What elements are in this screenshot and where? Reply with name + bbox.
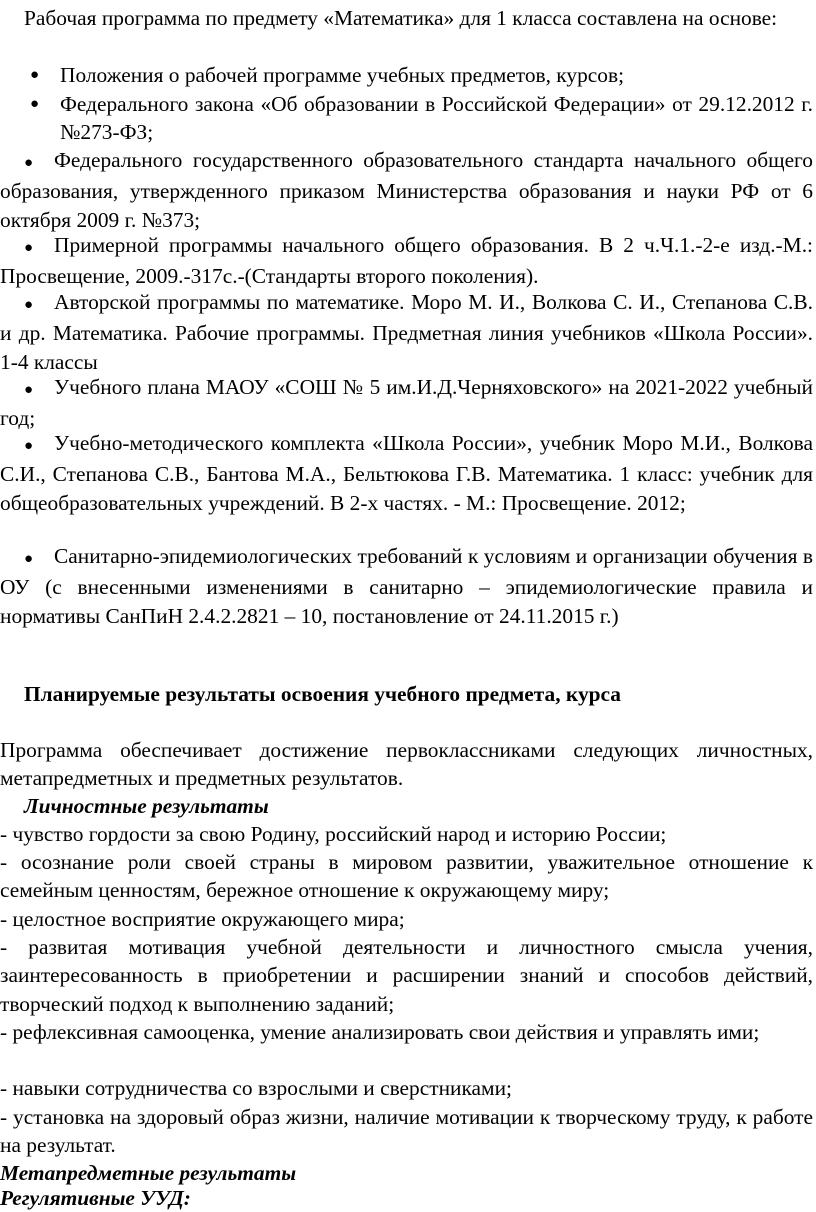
section-heading: Планируемые результаты освоения учебного предмета, курса (24, 682, 621, 706)
personal-item-2: - осознание роли своей страны в мировом развитии, уважительное отношение к семейным ценностям, бережное отношение к окружающему миру; (0, 850, 813, 903)
bullet-item-7: ● Учебно-методического комплекта «Школа России», учебник Моро М.И., Волкова С.И., Степанова С.В., Бантова М.А., Бельтюкова Г.В. Математика. 1 класс: учебник для общеобразовательных учреждений. В 2-х частях. - М.: Просвещение. 2012; (0, 431, 813, 515)
regulative-title: Регулятивные УУД: (0, 1186, 191, 1210)
bullet-item-6: ● Учебного плана МАОУ «СОШ № 5 им.И.Д.Черняховского» на 2021-2022 учебный год; (0, 375, 813, 431)
bullet-item-5: ● Авторской программы по математике. Моро М. И., Волкова С. И., Степанова С.В. и др. Математика. Рабочие программы. Предметная линия учебников «Школа России». 1-4 классы (0, 290, 813, 374)
bullet-icon: ● (24, 438, 34, 454)
personal-item-4: - развитая мотивация учебной деятельности и личностного смысла учения, заинтересованность в приобретении и расширении знаний и способов действий, творческий подход к выполнению заданий; (0, 935, 813, 1016)
meta-results-title: Метапредметные результаты (0, 1161, 297, 1185)
personal-results-title: Личностные результаты (24, 794, 269, 818)
intro-paragraph: Рабочая программа по предмету «Математика» для 1 класса составлена на основе: (24, 6, 778, 30)
bullet-icon: ● (24, 382, 34, 398)
bullet-item-4: ● Примерной программы начального общего образования. В 2 ч.Ч.1.-2-е изд.-М.: Просвещение, 2009.-317с.-(Стандарты второго поколения). (0, 233, 813, 289)
bullet-icon: ● (24, 155, 34, 171)
bullet-icon: ● (24, 297, 34, 313)
bullet-icon: ● (30, 67, 40, 83)
bullet-icon: ● (24, 240, 34, 256)
personal-item-7: - установка на здоровый образ жизни, наличие мотивации к творческому труду, к работе на результат. (0, 1105, 813, 1158)
bullet-item-2: ● Федерального закона «Об образовании в Российской Федерации» от 29.12.2012 г. №273-ФЗ; (30, 92, 813, 145)
bullet-item-3: ● Федерального государственного образовательного стандарта начального общего образования, утвержденного приказом Министерства образования и науки РФ от 6 октября 2009 г. №373; (0, 148, 813, 232)
personal-item-1: - чувство гордости за свою Родину, российский народ и историю России; (0, 822, 667, 846)
bullet-icon: ● (30, 96, 40, 112)
bullet-item-8: ● Санитарно-эпидемиологических требований к условиям и организации обучения в ОУ (с внесенными изменениями в санитарно – эпидемиологические правила и нормативы СанПиН 2.4.2.2821 – 10, постановление от 24.11.2015 г.) (0, 544, 813, 628)
personal-item-3: - целостное восприятие окружающего мира; (0, 907, 405, 931)
bullet-icon: ● (24, 551, 34, 567)
personal-item-6: - навыки сотрудничества со взрослыми и сверстниками; (0, 1076, 512, 1100)
personal-item-5: - рефлексивная самооценка, умение анализировать свои действия и управлять ими; (0, 1020, 760, 1044)
program-paragraph: Программа обеспечивает достижение первоклассниками следующих личностных, метапредметных и предметных результатов. (0, 738, 813, 791)
bullet-item-1: ● Положения о рабочей программе учебных предметов, курсов; (0, 61, 813, 89)
